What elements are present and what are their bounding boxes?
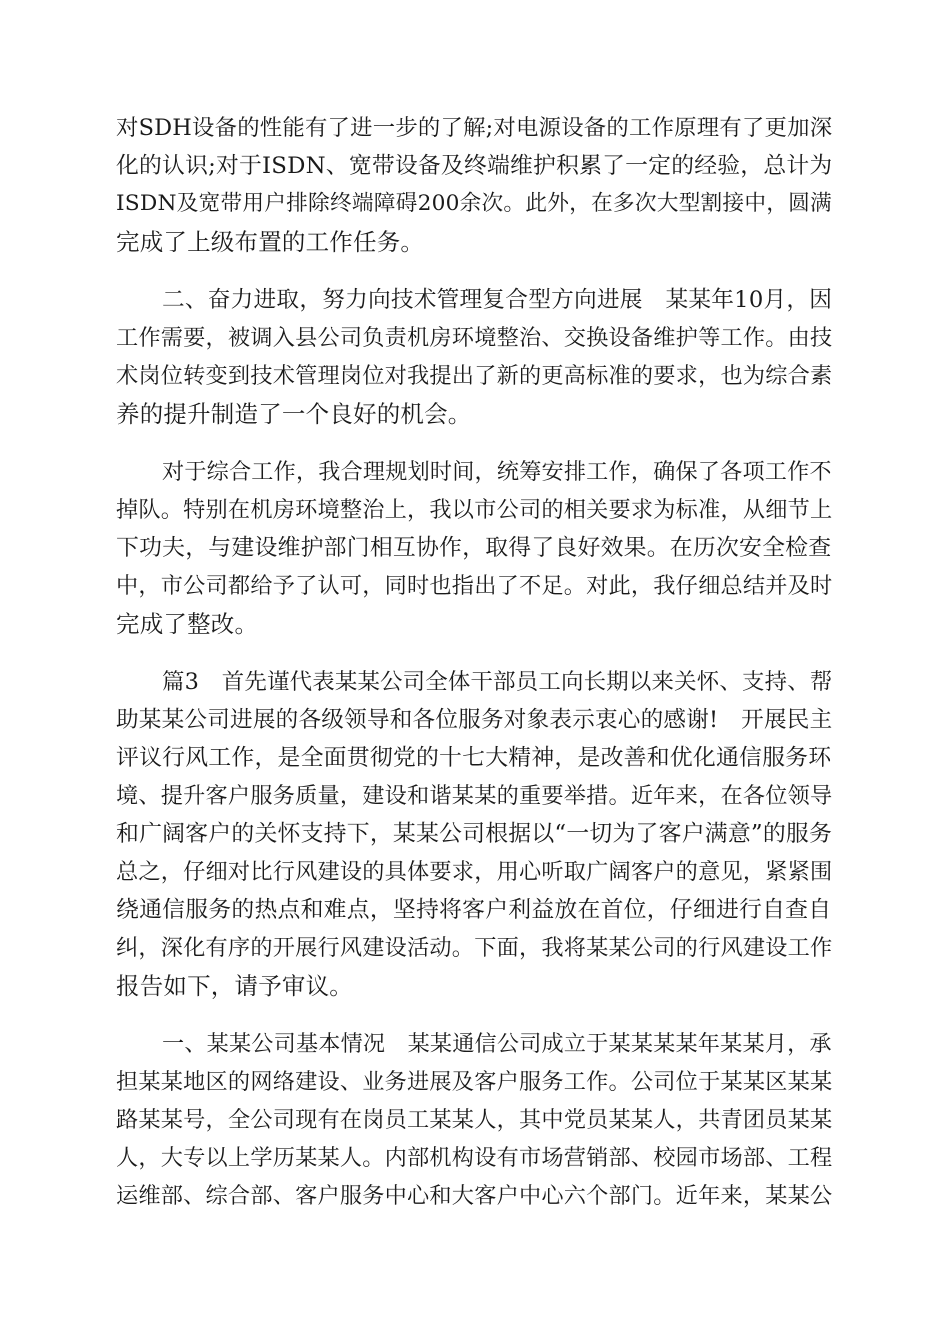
text-line: 养的提升制造了一个良好的机会。 xyxy=(116,400,472,428)
text-line: 和广阔客户的关怀支持下，某某公司根据以“一切为了客户满意”的服务 xyxy=(116,821,833,847)
text-line: 下功夫，与建设维护部门相互协作，取得了良好效果。在历次安全检查 xyxy=(116,535,832,561)
text-line: 境、提升客户服务质量，建设和谐某某的重要举措。近年来，在各位领导 xyxy=(116,783,833,809)
text-line: 路某某号，全公司现有在岗员工某某人，其中党员某某人，共青团员某某 xyxy=(116,1107,833,1133)
text-line: 助某某公司进展的各级领导和各位服务对象表示衷心的感谢! 开展民主 xyxy=(116,707,833,733)
text-line: 化的认识;对于ISDN、宽带设备及终端维护积累了一定的经验，总计为 xyxy=(116,153,833,179)
text-line: 担某某地区的网络建设、业务进展及客户服务工作。公司位于某某区某某 xyxy=(116,1069,833,1095)
text-line: 评议行风工作，是全面贯彻党的十七大精神，是改善和优化通信服务环 xyxy=(116,745,832,771)
paragraph-start-line: 对于综合工作，我合理规划时间，统筹安排工作，确保了各项工作不 xyxy=(162,459,832,485)
text-line: 对SDH设备的性能有了进一步的了解;对电源设备的工作原理有了更加深 xyxy=(116,115,833,141)
text-line: 报告如下，请予审议。 xyxy=(116,972,353,1000)
text-line: 术岗位转变到技术管理岗位对我提出了新的更高标准的要求，也为综合素 xyxy=(116,363,833,389)
paragraph-start-line: 篇3 首先谨代表某某公司全体干部员工向长期以来关怀、支持、帮 xyxy=(162,669,833,695)
text-line: 中，市公司都给予了认可，同时也指出了不足。对此，我仔细总结并及时 xyxy=(116,573,833,599)
text-line: 运维部、综合部、客户服务中心和大客户中心六个部门。近年来，某某公 xyxy=(116,1183,833,1209)
paragraph-start-line: 二、奋力进取，努力向技术管理复合型方向进展 某某年10月，因 xyxy=(162,287,833,313)
paragraph-start-line: 一、某某公司基本情况 某某通信公司成立于某某某某年某某月，承 xyxy=(162,1031,832,1057)
text-line: 完成了整改。 xyxy=(116,610,259,638)
text-line: 总之，仔细对比行风建设的具体要求，用心听取广阔客户的意见，紧紧围 xyxy=(116,859,833,885)
text-line: ISDN及宽带用户排除终端障碍200余次。此外，在多次大型割接中，圆满 xyxy=(116,191,832,216)
text-line: 人，大专以上学历某某人。内部机构设有市场营销部、校园市场部、工程 xyxy=(116,1145,833,1171)
text-line: 掉队。特别在机房环境整治上，我以市公司的相关要求为标准，从细节上 xyxy=(116,497,833,523)
text-line: 工作需要，被调入县公司负责机房环境整治、交换设备维护等工作。由技 xyxy=(116,325,833,351)
text-line: 绕通信服务的热点和难点，坚持将客户利益放在首位，仔细进行自查自 xyxy=(116,897,832,923)
text-line: 纠，深化有序的开展行风建设活动。下面，我将某某公司的行风建设工作 xyxy=(116,935,833,961)
text-line: 完成了上级布置的工作任务。 xyxy=(116,228,425,256)
